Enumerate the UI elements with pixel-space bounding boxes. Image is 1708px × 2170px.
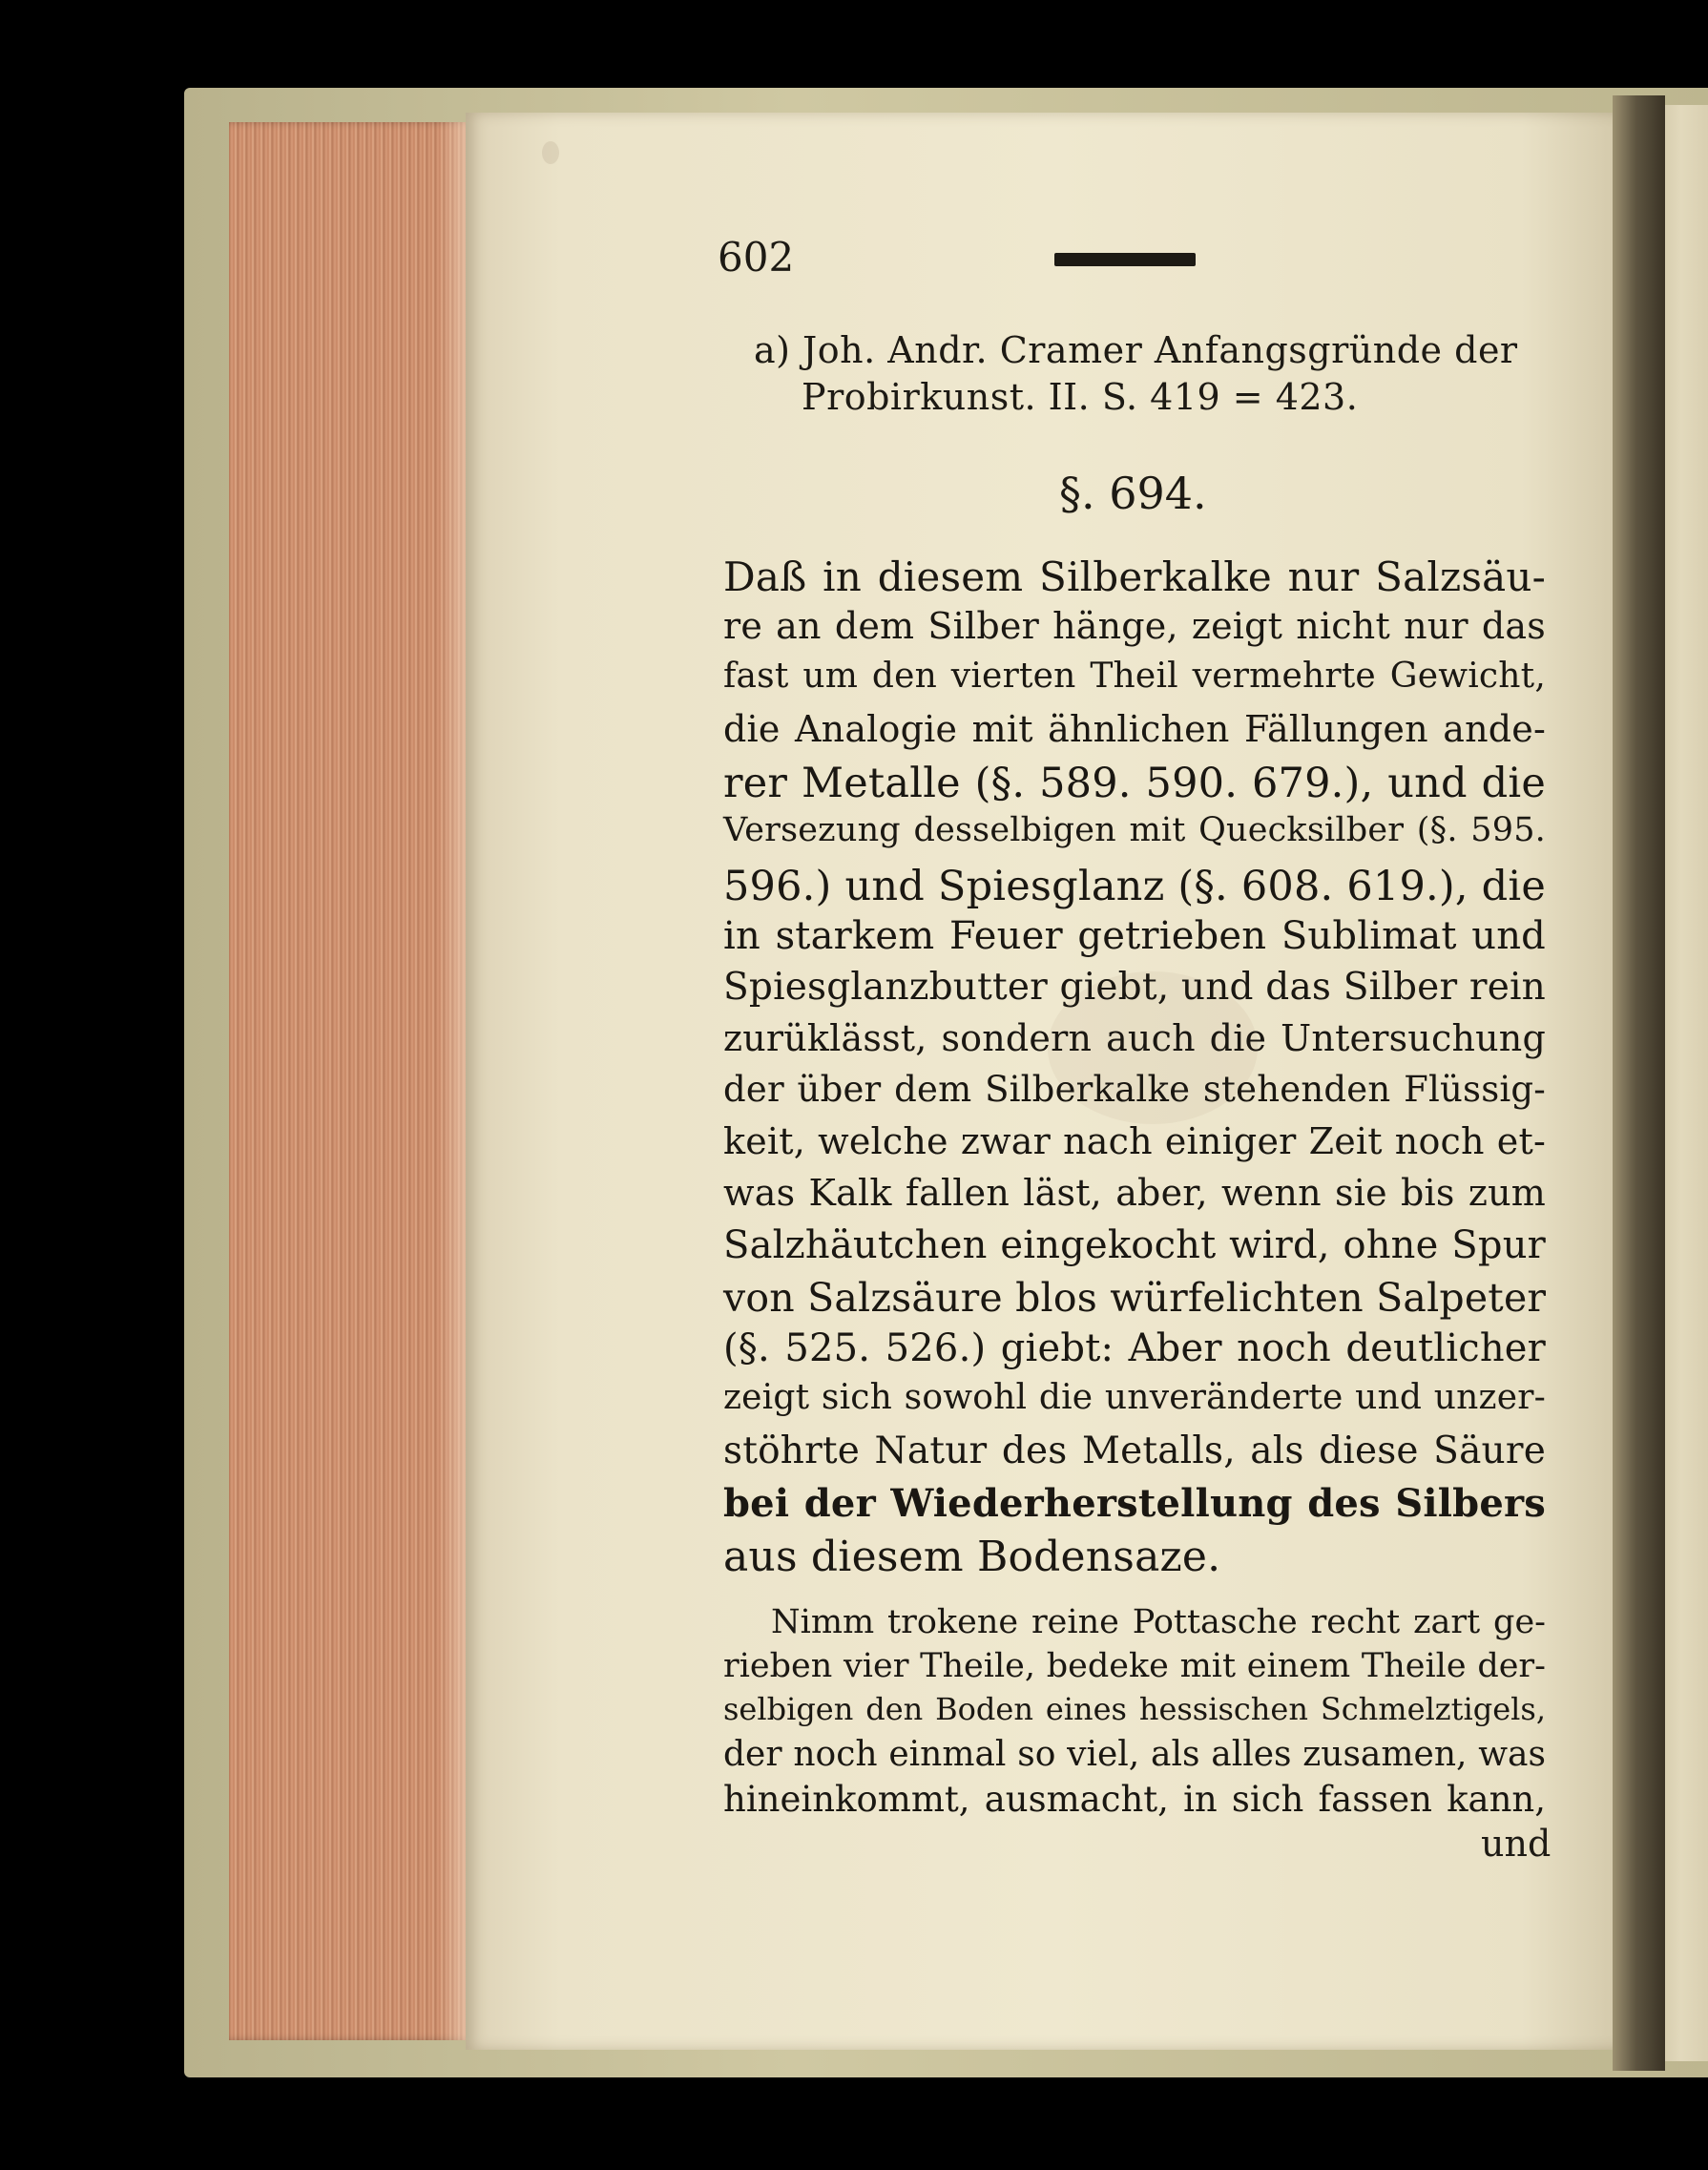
text-line: Spiesglanzbutter giebt, und das Silber rein — [723, 966, 1546, 1009]
text-line: was Kalk fallen läst, aber, wenn sie bis zum — [723, 1172, 1546, 1214]
book-gutter — [1613, 95, 1665, 2071]
text-line: Daß in diesem Silberkalke nur Salzsäu- — [723, 553, 1546, 600]
text-line: von Salzsäure blos würfelichten Salpeter — [723, 1275, 1547, 1321]
text-line: zurüklässt, sondern auch die Untersuchung — [723, 1017, 1546, 1059]
page-number: 602 — [718, 234, 795, 281]
text-line: rer Metalle (§. 589. 590. 679.), und die — [723, 760, 1546, 807]
text-line: Versezung desselbigen mit Quecksilber (§. 595. — [723, 811, 1546, 849]
header-rule — [1054, 253, 1196, 266]
text-line: selbigen den Boden eines hessischen Schmelztigels, — [723, 1691, 1546, 1727]
text-line: 596.) und Spiesglanz (§. 608. 619.), die — [723, 863, 1546, 910]
text-line: Salzhäutchen eingekocht wird, ohne Spur — [723, 1223, 1546, 1267]
footnote-line: a) Joh. Andr. Cramer Anfangsgründe der — [754, 329, 1518, 371]
footnote-line: Probirkunst. II. S. 419 = 423. — [802, 376, 1359, 418]
text-line: der über dem Silberkalke stehenden Flüssig- — [723, 1069, 1546, 1110]
catchword: und — [1481, 1823, 1552, 1865]
text-line: Nimm trokene reine Pottasche recht zart ge- — [771, 1603, 1546, 1641]
text-line: hineinkommt, ausmacht, in sich fassen kann, — [723, 1779, 1546, 1820]
text-line: re an dem Silber hänge, zeigt nicht nur das — [723, 605, 1546, 647]
text-line: der noch einmal so viel, als alles zusamen, was — [723, 1735, 1546, 1774]
page-edges — [229, 122, 477, 2040]
text-line: bei der Wiederherstellung des Silbers — [723, 1481, 1546, 1526]
text-line: zeigt sich sowohl die unveränderte und unzer- — [723, 1378, 1546, 1417]
text-line: aus diesem Bodensaze. — [723, 1533, 1221, 1581]
text-line: fast um den vierten Theil vermehrte Gewicht, — [723, 657, 1546, 696]
text-line: stöhrte Natur des Metalls, als diese Säure — [723, 1429, 1546, 1472]
text-line: in starkem Feuer getrieben Sublimat und — [723, 914, 1546, 958]
section-heading: §. 694. — [1059, 468, 1207, 519]
page-stain — [542, 141, 559, 164]
text-line: (§. 525. 526.) giebt: Aber noch deutlicher — [723, 1326, 1546, 1370]
text-line: die Analogie mit ähnlichen Fällungen ande- — [723, 708, 1546, 750]
text-line: rieben vier Theile, bedeke mit einem Theile der- — [723, 1647, 1546, 1685]
text-line: keit, welche zwar nach einiger Zeit noch et- — [723, 1120, 1546, 1162]
